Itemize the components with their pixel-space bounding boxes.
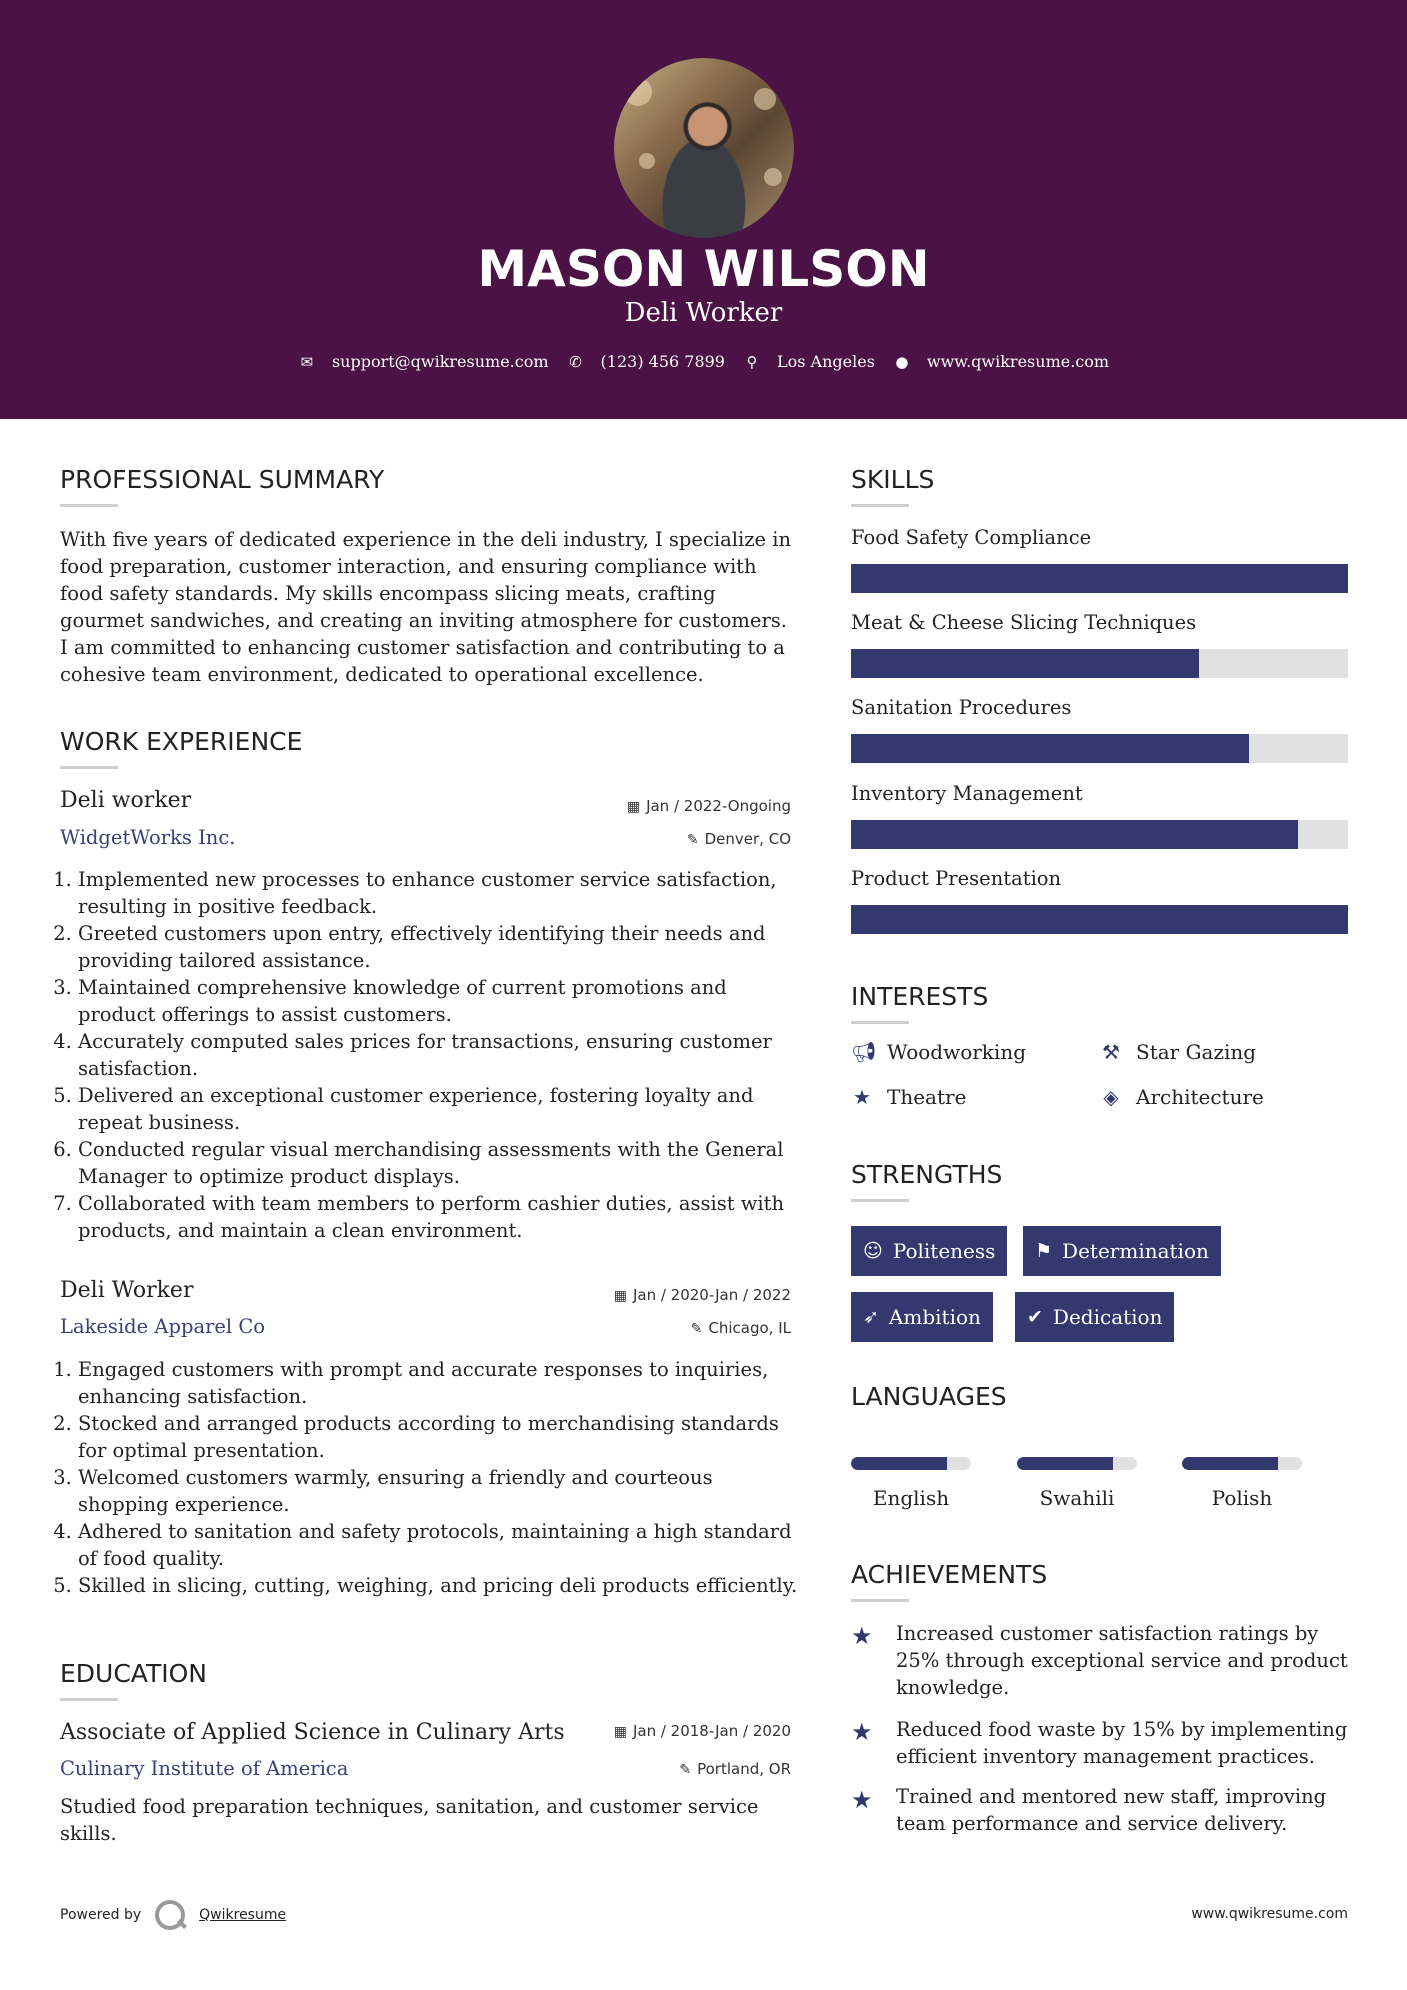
education-dates [560, 1722, 791, 1740]
interest-item [1100, 1040, 1256, 1064]
pin-icon: ✎ [690, 1321, 703, 1337]
skill-bar-fill [851, 905, 1348, 934]
list-item: 3. Welcomed customers warmly, ensuring a friendly and courteous shopping experience. [78, 1464, 800, 1518]
strength-chip [851, 1292, 993, 1342]
job-bullets [60, 866, 800, 1244]
job-dates [560, 797, 791, 815]
languages-heading: LANGUAGES [851, 1382, 1007, 1411]
language-label: Polish [1211, 1486, 1273, 1510]
list-item: 5. Delivered an exceptional customer experience, fostering loyalty and repeat business. [78, 1082, 800, 1136]
job-company: WidgetWorks Inc. [60, 826, 236, 849]
strengths-rule [851, 1199, 909, 1202]
achievement-item: Increased customer satisfaction ratings by 25% through exceptional service and product knowledge. [896, 1622, 1348, 1699]
map-marker-icon: ⚲ [746, 352, 758, 371]
strength-label: Dedication [1052, 1305, 1163, 1329]
bullhorn-icon: 📢︎ [851, 1040, 877, 1064]
interest-label: Star Gazing [1136, 1040, 1257, 1064]
interest-item [1100, 1085, 1264, 1109]
skill-bar-fill [851, 564, 1348, 593]
job-dates [560, 1286, 791, 1304]
list-item: 5. Skilled in slicing, cutting, weighing, and pricing deli products efficiently. [78, 1572, 800, 1599]
phone-text: (123) 456 7899 [600, 352, 725, 371]
smile-icon: ☺ [863, 1240, 883, 1262]
degree-title: Associate of Applied Science in Culinary Arts [60, 1720, 565, 1745]
achievements-rule [851, 1599, 909, 1602]
skill-bar-fill [851, 649, 1199, 678]
calendar-icon: ▦ [613, 1724, 627, 1740]
check-circle-icon: ✔ [1027, 1306, 1043, 1328]
skill-bar [851, 734, 1348, 763]
candidate-name: MASON WILSON [477, 240, 930, 298]
qwikresume-logo-icon [155, 1900, 185, 1930]
shooting-star-icon: ★ [851, 1622, 873, 1650]
list-item: 4. Adhered to sanitation and safety protocols, maintaining a high standard of food quality. [78, 1518, 800, 1572]
contact-email[interactable] [298, 352, 549, 371]
language-bar-fill [1017, 1457, 1113, 1470]
gavel-icon: ⚒ [1102, 1040, 1120, 1064]
star-icon: ★ [853, 1085, 871, 1109]
ticket-icon: ◈ [1103, 1085, 1119, 1109]
location-text: Los Angeles [776, 352, 875, 371]
pin-icon: ✎ [686, 832, 699, 848]
skills-heading: SKILLS [851, 465, 935, 494]
calendar-icon: ▦ [626, 799, 641, 815]
job-bullets [60, 1356, 800, 1599]
summary-rule [60, 504, 118, 507]
interests-heading: INTERESTS [851, 982, 989, 1011]
strength-label: Determination [1062, 1239, 1209, 1263]
summary-heading: PROFESSIONAL SUMMARY [60, 465, 385, 494]
contact-phone[interactable] [567, 352, 725, 371]
profile-photo [614, 58, 794, 238]
strength-chip [1023, 1226, 1221, 1276]
strengths-heading: STRENGTHS [851, 1160, 1003, 1189]
list-item: 3. Maintained comprehensive knowledge of current promotions and product offerings to assist customers. [78, 974, 800, 1028]
list-item: 1. Engaged customers with prompt and accurate responses to inquiries, enhancing satisfaction. [78, 1356, 800, 1410]
strength-label: Politeness [892, 1239, 996, 1263]
shooting-star-icon: ★ [851, 1718, 873, 1746]
interest-item [851, 1040, 1026, 1064]
language-label: Swahili [1039, 1486, 1115, 1510]
resume-header [0, 0, 1407, 419]
footer-website[interactable]: www.qwikresume.com [1191, 1906, 1348, 1922]
language-bar [851, 1457, 971, 1470]
skill-bar-fill [851, 734, 1249, 763]
skill-label: Meat & Cheese Slicing Techniques [851, 611, 1197, 634]
interests-rule [851, 1021, 909, 1024]
list-item: 2. Greeted customers upon entry, effectively identifying their needs and providing tailored assistance. [78, 920, 800, 974]
skill-bar [851, 564, 1348, 593]
achievements-heading: ACHIEVEMENTS [851, 1560, 1048, 1589]
summary-text: With five years of dedicated experience in the deli industry, I specialize in food preparation, customer interaction, and ensuring compliance with food safety standards. My skills encompass slicing meats, crafting gourmet sandwiches, and creating an inviting atmosphere for customers. I am committed to enhancing customer satisfaction and contributing to a cohesive team environment, dedicated to operational excellence. [60, 528, 792, 686]
skill-label: Product Presentation [851, 867, 1062, 890]
list-item: 2. Stocked and arranged products according to merchandising standards for optimal presentation. [78, 1410, 800, 1464]
achievement-item: Reduced food waste by 15% by implementing efficient inventory management practices. [896, 1718, 1348, 1768]
phone-icon: ✆ [569, 352, 582, 371]
job-location-text: Denver, CO [704, 830, 791, 848]
interest-label: Woodworking [887, 1040, 1027, 1064]
education-description: Studied food preparation techniques, sanitation, and customer service skills. [60, 1795, 759, 1845]
language-bar [1017, 1457, 1137, 1470]
strength-label: Ambition [888, 1305, 981, 1329]
footer-powered-by [60, 1900, 286, 1930]
language-label: English [872, 1486, 950, 1510]
email-text: support@qwikresume.com [331, 352, 549, 371]
experience-rule [60, 766, 118, 769]
job-dates-text: Jan / 2022-Ongoing [646, 797, 791, 815]
experience-heading: WORK EXPERIENCE [60, 727, 303, 756]
candidate-role: Deli Worker [624, 298, 783, 328]
website-text: www.qwikresume.com [926, 352, 1110, 371]
education-dates-text: Jan / 2018-Jan / 2020 [632, 1722, 791, 1740]
education-heading: EDUCATION [60, 1659, 207, 1688]
flag-icon: ⚑ [1035, 1240, 1053, 1262]
job-company: Lakeside Apparel Co [60, 1315, 266, 1338]
powered-by-text: Powered by [60, 1907, 142, 1923]
job-location [560, 1319, 791, 1337]
job-dates-text: Jan / 2020-Jan / 2022 [632, 1286, 791, 1304]
skill-label: Inventory Management [851, 782, 1083, 805]
skill-label: Sanitation Procedures [851, 696, 1072, 719]
skill-bar [851, 649, 1348, 678]
globe-icon: ● [895, 352, 909, 371]
list-item: 7. Collaborated with team members to perform cashier duties, assist with products, and maintain a clean environment. [78, 1190, 800, 1244]
brand-link[interactable]: Qwikresume [199, 1907, 287, 1923]
achievement-item: Trained and mentored new staff, improving team performance and service delivery. [896, 1785, 1327, 1835]
contact-bar [0, 352, 1407, 371]
list-item: 1. Implemented new processes to enhance customer service satisfaction, resulting in positive feedback. [78, 866, 800, 920]
contact-website[interactable] [893, 352, 1109, 371]
envelope-icon: ✉ [300, 352, 314, 371]
language-bar-fill [1182, 1457, 1278, 1470]
strength-chip [851, 1226, 1007, 1276]
education-location-text: Portland, OR [697, 1760, 791, 1778]
rocket-icon: ➶ [863, 1306, 879, 1328]
list-item: 6. Conducted regular visual merchandising assessments with the General Manager to optimize product displays. [78, 1136, 800, 1190]
language-bar [1182, 1457, 1302, 1470]
interest-item [851, 1085, 966, 1109]
list-item: 4. Accurately computed sales prices for transactions, ensuring customer satisfaction. [78, 1028, 800, 1082]
skill-bar-fill [851, 820, 1298, 849]
skill-bar [851, 905, 1348, 934]
contact-location [743, 352, 875, 371]
skill-bar [851, 820, 1348, 849]
job-location-text: Chicago, IL [708, 1319, 791, 1337]
job-location [560, 830, 791, 848]
calendar-icon: ▦ [613, 1288, 627, 1304]
education-rule [60, 1698, 118, 1701]
pin-icon: ✎ [679, 1762, 692, 1778]
education-location [560, 1760, 791, 1778]
skills-rule [851, 504, 909, 507]
interest-label: Theatre [887, 1085, 967, 1109]
strength-chip [1015, 1292, 1174, 1342]
job-title: Deli worker [60, 788, 192, 813]
job-title: Deli Worker [60, 1278, 194, 1303]
shooting-star-icon: ★ [851, 1786, 873, 1814]
language-bar-fill [851, 1457, 947, 1470]
interest-label: Architecture [1136, 1085, 1264, 1109]
school-name: Culinary Institute of America [60, 1757, 349, 1780]
skill-label: Food Safety Compliance [851, 526, 1092, 549]
